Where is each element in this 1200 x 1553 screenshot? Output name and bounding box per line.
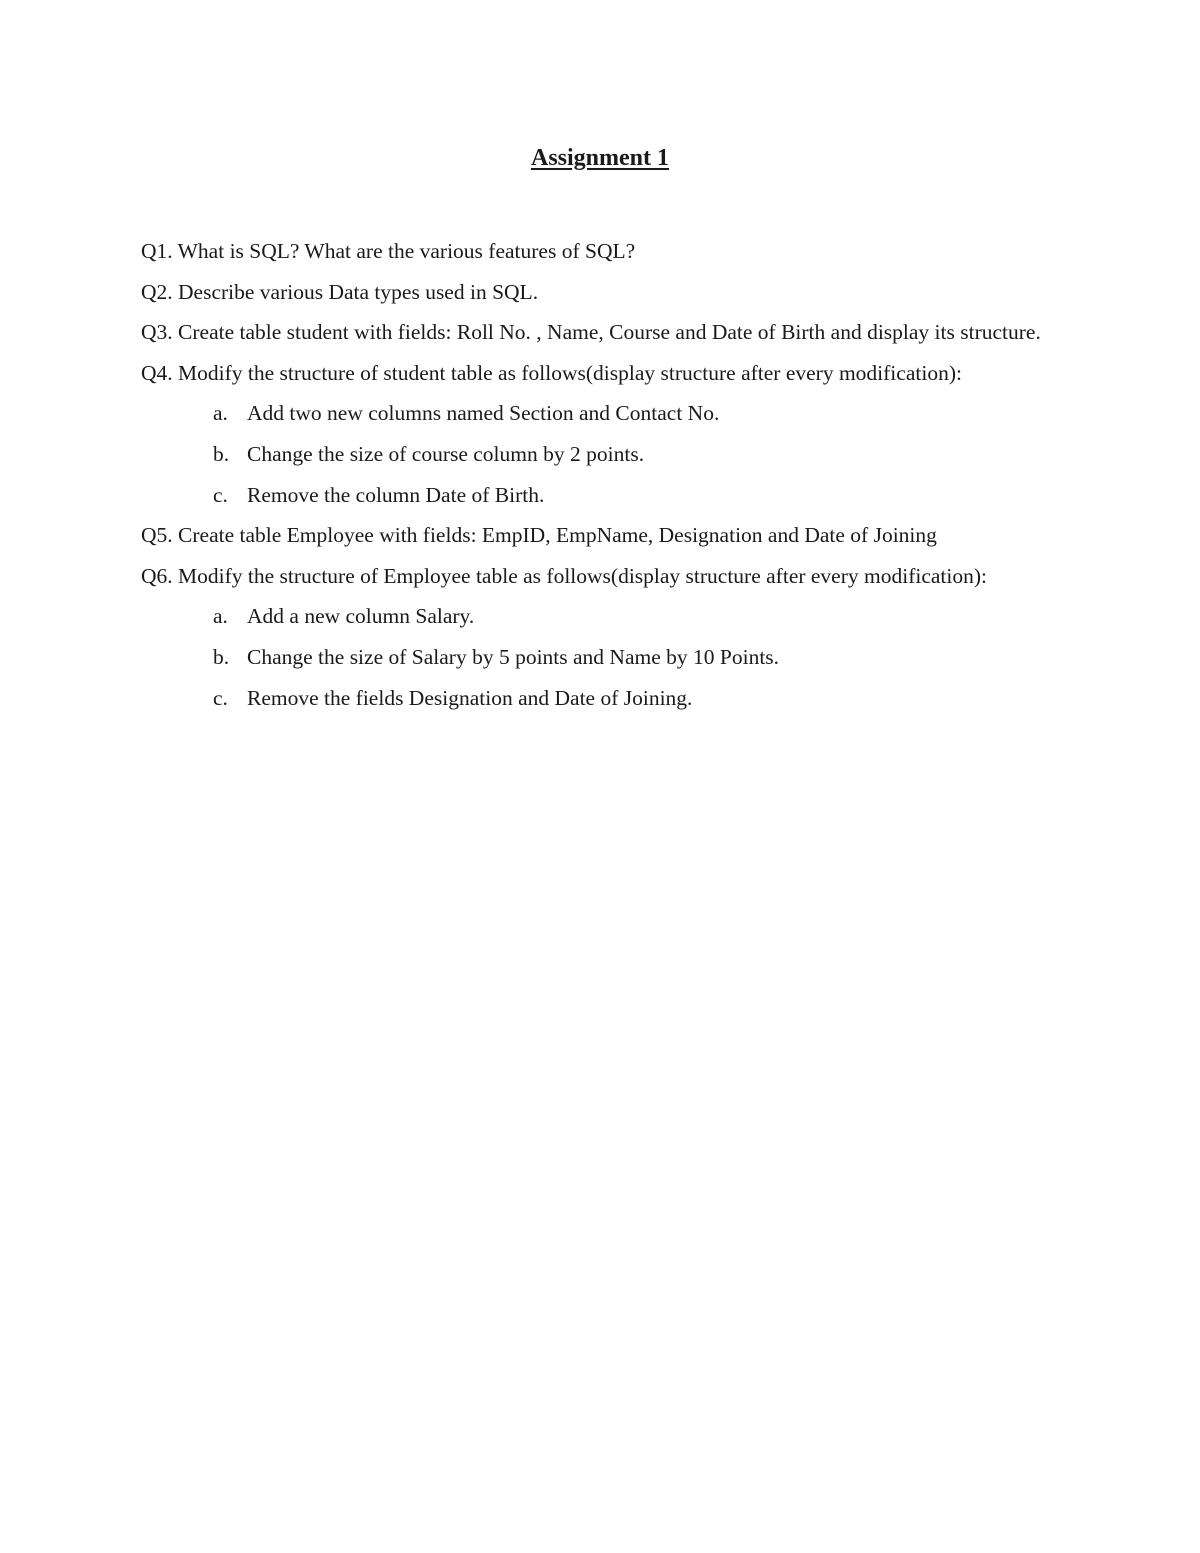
question-4-item-c <box>141 475 1051 516</box>
page-title: Assignment 1 <box>530 145 669 171</box>
list-item-text: Remove the fields Designation and Date of Joining. <box>247 685 693 710</box>
question-6: Q6. Modify the structure of Employee table as follows(display structure after every modification): <box>141 563 988 588</box>
question-6-item-a <box>141 596 1051 637</box>
question-5: Q5. Create table Employee with fields: EmpID, EmpName, Designation and Date of Joining <box>141 523 937 548</box>
question-2: Q2. Describe various Data types used in SQL. <box>141 279 539 304</box>
list-marker: a. <box>213 604 228 629</box>
list-marker: c. <box>213 482 228 507</box>
question-4: Q4. Modify the structure of student table as follows(display structure after every modification): <box>141 360 962 385</box>
question-4-item-a <box>141 393 1051 434</box>
list-item-text: Add a new column Salary. <box>247 604 475 629</box>
question-6-item-c <box>141 678 1051 719</box>
question-1: Q1. What is SQL? What are the various features of SQL? <box>141 239 636 263</box>
list-marker: a. <box>213 401 228 426</box>
list-item-text: Remove the column Date of Birth. <box>247 482 545 507</box>
list-item-text: Change the size of Salary by 5 points and Name by 10 Points. <box>247 644 780 669</box>
question-4-item-b <box>141 434 1051 475</box>
list-marker: c. <box>213 685 228 710</box>
list-item-text: Add two new columns named Section and Contact No. <box>247 401 720 426</box>
question-3: Q3. Create table student with fields: Roll No. , Name, Course and Date of Birth and display its structure. <box>141 320 1041 345</box>
list-marker: b. <box>213 644 230 669</box>
list-item-text: Change the size of course column by 2 points. <box>247 441 645 466</box>
list-marker: b. <box>213 441 230 466</box>
question-list <box>141 231 1051 718</box>
question-6-item-b <box>141 637 1051 678</box>
